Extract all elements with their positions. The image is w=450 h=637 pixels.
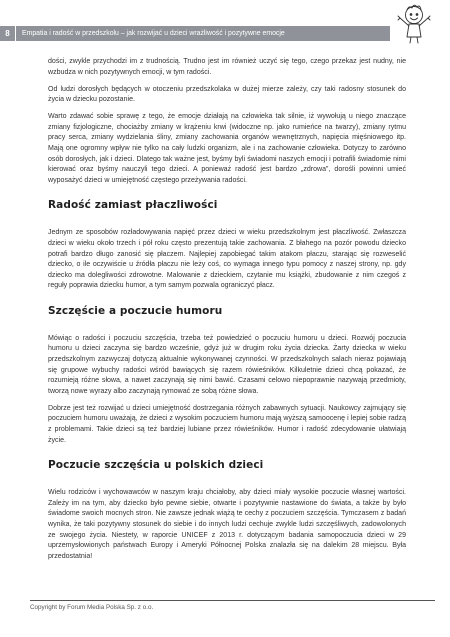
section-heading: Poczucie szczęścia u polskich dzieci: [48, 459, 264, 472]
footer-copyright: Copyright by Forum Media Polska Sp. z o.o.: [30, 604, 154, 611]
running-title: Empatia i radość w przedszkolu – jak rozwijać u dzieci wrażliwość i pozytywne emocje: [22, 30, 285, 37]
page-body: [48, 57, 406, 569]
body-paragraph: Jednym ze sposobów rozładowywania napięć przez dzieci w wieku przedszkolnym jest płaczliwość. Zwłaszcza dzieci w wieku około trzech i pół roku często prezentują takie zachowania. Z błahego na pozór powodu dziecko potrafi bardzo długo zanosić się płaczem. Najlepiej zapobiegać takim atakom płaczu, starając się rozweselić dziecko, o ile oczywiście u źródła płaczu nie leży coś, co wymaga innego typu pomocy z naszej strony, np. gdy dziecko ma dolegliwości zdrowotne. Malowanie z dzieckiem, czytanie mu książki, zbudowanie z nim czegoś z reguły poprawia dziecku humor, a tym samym pozwala ograniczyć płacz.: [48, 229, 406, 290]
body-paragraph: Warto zdawać sobie sprawę z tego, że emocje działają na człowieka tak silnie, iż wywołują u niego znaczące zmiany fizjologiczne, chociażby zmiany w krążeniu krwi (widoczne np. jako rumieńce na twarzy), zmiany rytmu pracy serca, zmiany wydzielania śliny, zmiany zachowania organów wewnętrznych, napięcia mięśniowego itp. Mają one ogromny wpływ nie tylko na cały ludzki organizm, ale i na zachowanie człowieka. Dotyczy to zarówno osób dorosłych, jak i dzieci. Dlatego tak ważne jest, byśmy byli świadomi naszych emocji i potrafili świadomie nimi kierować oraz byśmy nauczyli tego dzieci. A ponieważ radość jest bardzo „zdrowa”, dorośli powinni umieć wyposażyć dzieci w umiejętność częstego przeżywania radości.: [48, 113, 406, 184]
body-paragraph: Od ludzi dorosłych będących w otoczeniu przedszkolaka w dużej mierze zależy, czy taki radosny stosunek do życia w dziecku pozostanie.: [48, 85, 406, 104]
body-paragraph: Wielu rodziców i wychowawców w naszym kraju chciałoby, aby dzieci miały wysokie poczucie własnej wartości. Zależy im na tym, aby dziecko było pewne siebie, otwarte i pozytywnie nastawione do świata, a także by było świadome swoich mocnych stron. Nie zawsze jednak wiążą te cechy z poczuciem szczęścia. Tymczasem z badań wynika, że taki pozytywny stosunek do siebie i do innych ludzi cechuje zwykle ludzi szczęśliwych, zadowolonych ze swojego życia. Niestety, w raporcie UNICEF z 2013 r. dotyczącym badania samopoczucia dzieci w 29 uprzemysłowionych państwach Europy i Ameryki Północnej Polska znalazła się na dalekim 28 miejscu. Była przedostatnia!: [48, 489, 406, 560]
footer-divider: [30, 600, 435, 601]
body-paragraph: dości, zwykle przychodzi im z trudnością. Trudno jest im również uczyć się tego, czego przekaz jest nudny, nie wzbudza w nich pozytywnych emocji, w tym radości.: [48, 58, 406, 76]
body-paragraph: Dobrze jest też rozwijać u dzieci umiejętność dostrzegania różnych zabawnych sytuacji. Naukowcy zajmujący się poczuciem humoru uważają, że dzieci z wysokim poczuciem humoru mają wyższą samoocenę i lepiej sobie radzą z problemami. Takie dzieci są też bardziej lubiane przez rówieśników. Humor i radość zdecydowanie ułatwiają życie.: [48, 404, 406, 444]
section-heading: Szczęście a poczucie humoru: [48, 304, 223, 317]
body-paragraph: Mówiąc o radości i poczuciu szczęścia, trzeba też powiedzieć o poczuciu humoru u dzieci. Rozwój poczucia humoru u dzieci zaczyna się bardzo wcześnie, gdyż już w drugim roku życia dziecka. Żarty dziecka w wieku przedszkolnym zazwyczaj dotyczą aktualnie wykonywanej czynności. W przedszkolnych salach nieraz pojawiają się grupowe wybuchy radości wśród bawiących się razem rówieśników. Kilkuletnie dzieci chcą pokazać, że rozumieją różne słowa, a nawet zaczynają się nimi bawić. Czasami celowo niepoprawnie nazywają przedmioty, tworzą nowe wyrazy albo zaczynają rymować ze sobą różne słowa.: [48, 334, 406, 395]
section-heading: Radość zamiast płaczliwości: [48, 199, 218, 212]
running-header: [0, 26, 390, 41]
page-number: 8: [0, 26, 16, 41]
cartoon-child-mascot-icon: [392, 2, 436, 44]
